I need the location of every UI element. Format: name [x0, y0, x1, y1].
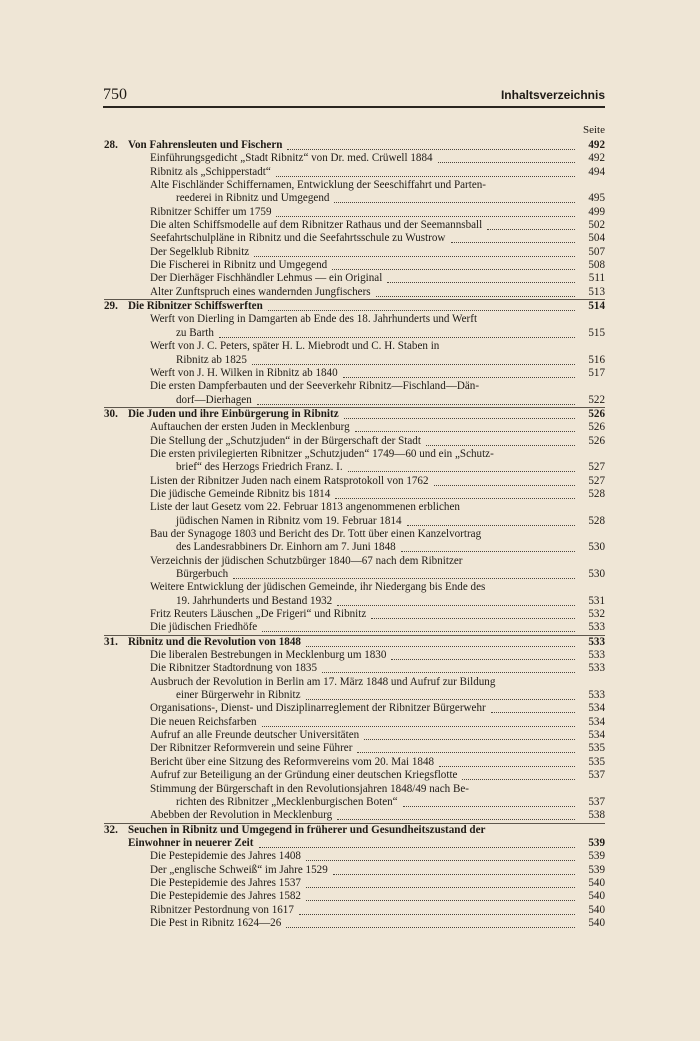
entry-page-number: 534	[588, 702, 605, 715]
toc-section	[104, 635, 605, 823]
entry-text: Seuchen in Ribnitz und Umgegend in früherer und Gesundheitszustand der	[128, 823, 486, 836]
dot-leader	[462, 769, 575, 780]
entry-text: Bürgerbuch	[176, 568, 229, 580]
toc-entry	[104, 796, 605, 809]
entry-page-number: 492	[588, 152, 605, 165]
toc-section	[104, 823, 605, 931]
toc-entry	[104, 394, 605, 407]
toc-entry	[104, 286, 605, 299]
dot-leader	[348, 461, 575, 472]
entry-page-number: 492	[588, 139, 605, 151]
entry-text: Organisations-, Dienst- und Disziplinarreglement der Ribnitzer Bürgerwehr	[150, 702, 486, 715]
dot-leader	[357, 742, 575, 753]
toc-entry	[104, 340, 605, 353]
toc-entry	[104, 689, 605, 702]
entry-text: richten des Ribnitzer „Mecklenburgischen Boten“	[176, 795, 398, 808]
entry-text: Die Fischerei in Ribnitz und Umgegend	[150, 259, 328, 272]
dot-leader	[491, 702, 575, 713]
toc-entry	[104, 461, 605, 474]
entry-text: Werft von J. C. Peters, später H. L. Miebrodt und C. H. Staben in	[150, 340, 440, 353]
entry-page-number: 531	[588, 594, 605, 607]
entry-text: Die Pestepidemie des Jahres 1408	[150, 850, 301, 863]
entry-text: Der Dierhäger Fischhändler Lehmus — ein Original	[150, 272, 383, 285]
entry-page-number: 495	[588, 192, 605, 205]
section-number: 31.	[104, 635, 118, 648]
toc-entry	[104, 890, 605, 903]
dot-leader	[438, 152, 575, 163]
page-column-heading: Seite	[583, 124, 605, 136]
toc-entry	[104, 380, 605, 393]
entry-page-number: 530	[588, 568, 605, 580]
toc-entry	[104, 179, 605, 192]
entry-text: Der Segelklub Ribnitz	[150, 245, 250, 258]
toc-entry	[104, 555, 605, 568]
toc-section	[104, 299, 605, 407]
entry-page-number: 508	[588, 259, 605, 272]
dot-leader	[487, 219, 575, 230]
entry-text: Werft von Dierling in Damgarten ab Ende des 18. Jahrhunderts und Werft	[150, 313, 478, 326]
toc-entry	[104, 232, 605, 245]
entry-text: Von Fahrensleuten und Fischern	[128, 139, 283, 151]
toc-entry	[104, 515, 605, 528]
dot-leader	[344, 408, 575, 419]
dot-leader	[276, 206, 575, 217]
toc-entry	[104, 152, 605, 165]
entry-text: Die Pest in Ribnitz 1624—26	[150, 916, 282, 929]
entry-text: Die Ribnitzer Stadtordnung von 1835	[150, 662, 318, 675]
dot-leader	[391, 649, 575, 660]
section-heading	[104, 837, 605, 850]
entry-page-number: 530	[588, 541, 605, 554]
entry-text: Liste der laut Gesetz vom 22. Februar 1813 angenommenen erblichen	[150, 501, 460, 514]
entry-page-number: 534	[588, 715, 605, 728]
toc-entry	[104, 809, 605, 822]
dot-leader	[299, 904, 575, 915]
entry-page-number: 527	[588, 474, 605, 487]
dot-leader	[364, 729, 575, 740]
toc-entry	[104, 742, 605, 755]
entry-page-number: 528	[588, 487, 605, 500]
entry-text: Ribnitzer Schiffer um 1759	[150, 205, 272, 218]
entry-text: Die Pestepidemie des Jahres 1582	[150, 890, 301, 903]
page-header	[103, 86, 605, 108]
entry-text: 19. Jahrhunderts und Bestand 1932	[176, 594, 333, 607]
toc-entry	[104, 662, 605, 675]
section-heading	[104, 139, 605, 152]
entry-page-number: 539	[588, 836, 605, 849]
entry-text: Bau der Synagoge 1803 und Bericht des Dr. Tott über einen Kanzelvortrag	[150, 527, 482, 540]
entry-page-number: 535	[588, 742, 605, 755]
toc-entry	[104, 272, 605, 285]
entry-page-number: 540	[588, 876, 605, 889]
dot-leader	[322, 662, 575, 673]
dot-leader	[371, 608, 575, 619]
dot-leader	[259, 837, 575, 848]
section-number: 30.	[104, 407, 118, 420]
toc-entry	[104, 595, 605, 608]
entry-text: Seefahrtschulpläne in Ribnitz und die Seefahrtsschule zu Wustrow	[150, 232, 446, 245]
toc-entry	[104, 649, 605, 662]
entry-text: Die ersten Dampferbauten und der Seeverkehr Ribnitz—Fischland—Dän-	[150, 380, 480, 393]
entry-page-number: 502	[588, 219, 605, 232]
entry-text: Weitere Entwicklung der jüdischen Gemeinde, ihr Niedergang bis Ende des	[150, 581, 486, 594]
toc-entry	[104, 259, 605, 272]
toc-entry	[104, 716, 605, 729]
toc-entry	[104, 219, 605, 232]
dot-leader	[337, 595, 575, 606]
dot-leader	[376, 286, 575, 297]
dot-leader	[306, 890, 575, 901]
dot-leader	[306, 689, 575, 700]
dot-leader	[257, 394, 575, 405]
toc-entry	[104, 246, 605, 259]
entry-text: Werft von J. H. Wilken in Ribnitz ab 1840	[150, 366, 338, 379]
entry-text: Die jüdischen Friedhöfe	[150, 621, 258, 634]
entry-text: einer Bürgerwehr in Ribnitz	[176, 689, 301, 702]
toc-entry	[104, 769, 605, 782]
toc-entry	[104, 313, 605, 326]
toc-entry	[104, 877, 605, 890]
toc-entry	[104, 850, 605, 863]
page-number: 750	[103, 86, 127, 103]
entry-text: Die neuen Reichsfarben	[150, 715, 257, 728]
entry-text: Die ersten privilegierten Ribnitzer „Schutzjuden“ 1749—60 und ein „Schutz-	[150, 447, 494, 460]
entry-page-number: 511	[588, 272, 605, 285]
entry-text: jüdischen Namen in Ribnitz vom 19. Februar 1814	[176, 514, 402, 527]
dot-leader	[337, 809, 575, 820]
toc-entry	[104, 448, 605, 461]
entry-page-number: 517	[588, 366, 605, 379]
entry-text: Die Juden und ihre Einbürgerung in Ribnitz	[128, 407, 339, 420]
toc-entry	[104, 541, 605, 554]
entry-text: Alter Zunftspruch eines wandernden Jungfischers	[150, 285, 371, 298]
entry-text: Die jüdische Gemeinde Ribnitz bis 1814	[150, 487, 331, 500]
toc-entry	[104, 702, 605, 715]
entry-text: brief“ des Herzogs Friedrich Franz. I.	[176, 461, 343, 474]
dot-leader	[276, 166, 575, 177]
toc-entry	[104, 192, 605, 205]
entry-text: reederei in Ribnitz und Umgegend	[176, 192, 330, 205]
entry-page-number: 514	[588, 300, 605, 313]
toc-entry	[104, 568, 605, 581]
toc-entry	[104, 327, 605, 340]
toc-section	[104, 139, 605, 299]
entry-text: Ribnitz und die Revolution von 1848	[128, 635, 301, 648]
entry-text: Aufruf an alle Freunde deutscher Universitäten	[150, 729, 360, 742]
section-heading	[104, 636, 605, 649]
section-heading	[104, 824, 605, 837]
toc-entry	[104, 166, 605, 179]
section-number: 32.	[104, 823, 118, 836]
toc-entry	[104, 729, 605, 742]
dot-leader	[407, 515, 575, 526]
toc-entry	[104, 608, 605, 621]
dot-leader	[254, 246, 575, 257]
entry-page-number: 537	[588, 769, 605, 782]
entry-text: Auftauchen der ersten Juden in Mecklenburg	[150, 421, 350, 434]
entry-text: Der Ribnitzer Reformverein und seine Führer	[150, 742, 353, 755]
dot-leader	[334, 192, 575, 203]
dot-leader	[262, 716, 575, 727]
dot-leader	[387, 272, 575, 283]
entry-text: Listen der Ribnitzer Juden nach einem Ratsprotokoll von 1762	[150, 474, 429, 487]
toc-entry	[104, 783, 605, 796]
entry-page-number: 526	[588, 407, 605, 420]
entry-page-number: 540	[588, 890, 605, 903]
dot-leader	[233, 568, 575, 579]
dot-leader	[403, 796, 575, 807]
toc-entry	[104, 435, 605, 448]
entry-page-number: 539	[588, 863, 605, 876]
entry-text: Ribnitz als „Schipperstadt“	[150, 165, 271, 178]
entry-page-number: 504	[588, 232, 605, 245]
entry-text: Die Pestepidemie des Jahres 1537	[150, 876, 301, 889]
entry-page-number: 533	[588, 689, 605, 702]
entry-text: des Landesrabbiners Dr. Einhorn am 7. Juni 1848	[176, 541, 396, 554]
entry-page-number: 499	[588, 205, 605, 218]
entry-text: Die Ribnitzer Schiffswerften	[128, 300, 263, 313]
toc-entry	[104, 421, 605, 434]
entry-page-number: 535	[588, 755, 605, 768]
entry-page-number: 533	[588, 621, 605, 634]
dot-leader	[439, 756, 575, 767]
entry-page-number: 540	[588, 916, 605, 929]
entry-text: Aufruf zur Beteiligung an der Gründung einer deutschen Kriegsflotte	[150, 769, 458, 782]
entry-text: Die Stellung der „Schutzjuden“ in der Bürgerschaft der Stadt	[150, 434, 421, 447]
entry-text: Ribnitzer Pestordnung von 1617	[150, 903, 294, 916]
entry-page-number: 522	[588, 393, 605, 406]
entry-page-number: 534	[588, 729, 605, 742]
entry-text: Einführungsgedicht „Stadt Ribnitz“ von Dr. med. Crüwell 1884	[150, 152, 433, 165]
toc-entry	[104, 621, 605, 634]
dot-leader	[219, 327, 575, 338]
entry-text: Die alten Schiffsmodelle auf dem Ribnitzer Rathaus und der Seemannsball	[150, 219, 483, 232]
entry-page-number: 540	[588, 903, 605, 916]
entry-page-number: 507	[588, 245, 605, 258]
entry-page-number: 513	[588, 285, 605, 298]
entry-page-number: 527	[588, 461, 605, 474]
dot-leader	[332, 259, 575, 270]
entry-page-number: 528	[588, 514, 605, 527]
toc-entry	[104, 367, 605, 380]
entry-page-number: 538	[588, 809, 605, 822]
toc-entry	[104, 864, 605, 877]
dot-leader	[401, 541, 575, 552]
section-heading	[104, 408, 605, 421]
dot-leader	[355, 421, 575, 432]
entry-text: Einwohner in neuerer Zeit	[128, 836, 254, 849]
entry-page-number: 515	[588, 326, 605, 339]
entry-text: Der „englische Schweiß“ im Jahre 1529	[150, 863, 328, 876]
toc-entry	[104, 917, 605, 930]
toc-entry	[104, 354, 605, 367]
entry-page-number: 539	[588, 850, 605, 863]
entry-page-number: 532	[588, 608, 605, 621]
dot-leader	[306, 877, 575, 888]
toc-entry	[104, 206, 605, 219]
dot-leader	[434, 475, 575, 486]
toc-entry	[104, 528, 605, 541]
entry-text: Ausbruch der Revolution in Berlin am 17. März 1848 und Aufruf zur Bildung	[150, 675, 496, 688]
dot-leader	[252, 354, 575, 365]
entry-text: dorf—Dierhagen	[176, 393, 252, 406]
toc-entry	[104, 581, 605, 594]
dot-leader	[451, 232, 575, 243]
dot-leader	[426, 435, 575, 446]
entry-page-number: 516	[588, 353, 605, 366]
entry-text: Alte Fischländer Schiffernamen, Entwicklung der Seeschiffahrt und Parten-	[150, 179, 487, 192]
dot-leader	[286, 917, 575, 928]
entry-page-number: 526	[588, 421, 605, 434]
dot-leader	[287, 139, 575, 150]
dot-leader	[333, 864, 575, 875]
dot-leader	[268, 300, 575, 311]
entry-page-number: 526	[588, 434, 605, 447]
entry-page-number: 537	[588, 795, 605, 808]
toc-entry	[104, 501, 605, 514]
entry-text: Verzeichnis der jüdischen Schutzbürger 1840—67 nach dem Ribnitzer	[150, 554, 463, 567]
entry-text: Abebben der Revolution in Mecklenburg	[150, 809, 333, 822]
toc-entry	[104, 488, 605, 501]
entry-page-number: 533	[588, 635, 605, 648]
toc-entry	[104, 904, 605, 917]
dot-leader	[335, 488, 575, 499]
entry-text: Die liberalen Bestrebungen in Mecklenburg um 1830	[150, 649, 387, 662]
section-number: 28.	[104, 139, 118, 151]
toc-entry	[104, 676, 605, 689]
entry-text: Stimmung der Bürgerschaft in den Revolutionsjahren 1848/49 nach Be-	[150, 782, 469, 795]
entry-text: Bericht über eine Sitzung des Reformvereins vom 20. Mai 1848	[150, 755, 435, 768]
dot-leader	[306, 850, 575, 861]
toc-entry	[104, 756, 605, 769]
entry-text: Ribnitz ab 1825	[176, 353, 247, 366]
section-heading	[104, 300, 605, 313]
entry-page-number: 533	[588, 662, 605, 675]
entry-text: zu Barth	[176, 326, 214, 339]
running-title: Inhaltsverzeichnis	[500, 88, 605, 102]
entry-text: Fritz Reuters Läuschen „De Frigeri“ und Ribnitz	[150, 608, 367, 621]
table-of-contents	[104, 139, 605, 930]
dot-leader	[262, 621, 575, 632]
toc-section	[104, 407, 605, 635]
entry-page-number: 533	[588, 649, 605, 662]
entry-page-number: 494	[588, 165, 605, 178]
dot-leader	[343, 367, 575, 378]
dot-leader	[306, 636, 575, 647]
toc-entry	[104, 475, 605, 488]
section-number: 29.	[104, 300, 118, 313]
